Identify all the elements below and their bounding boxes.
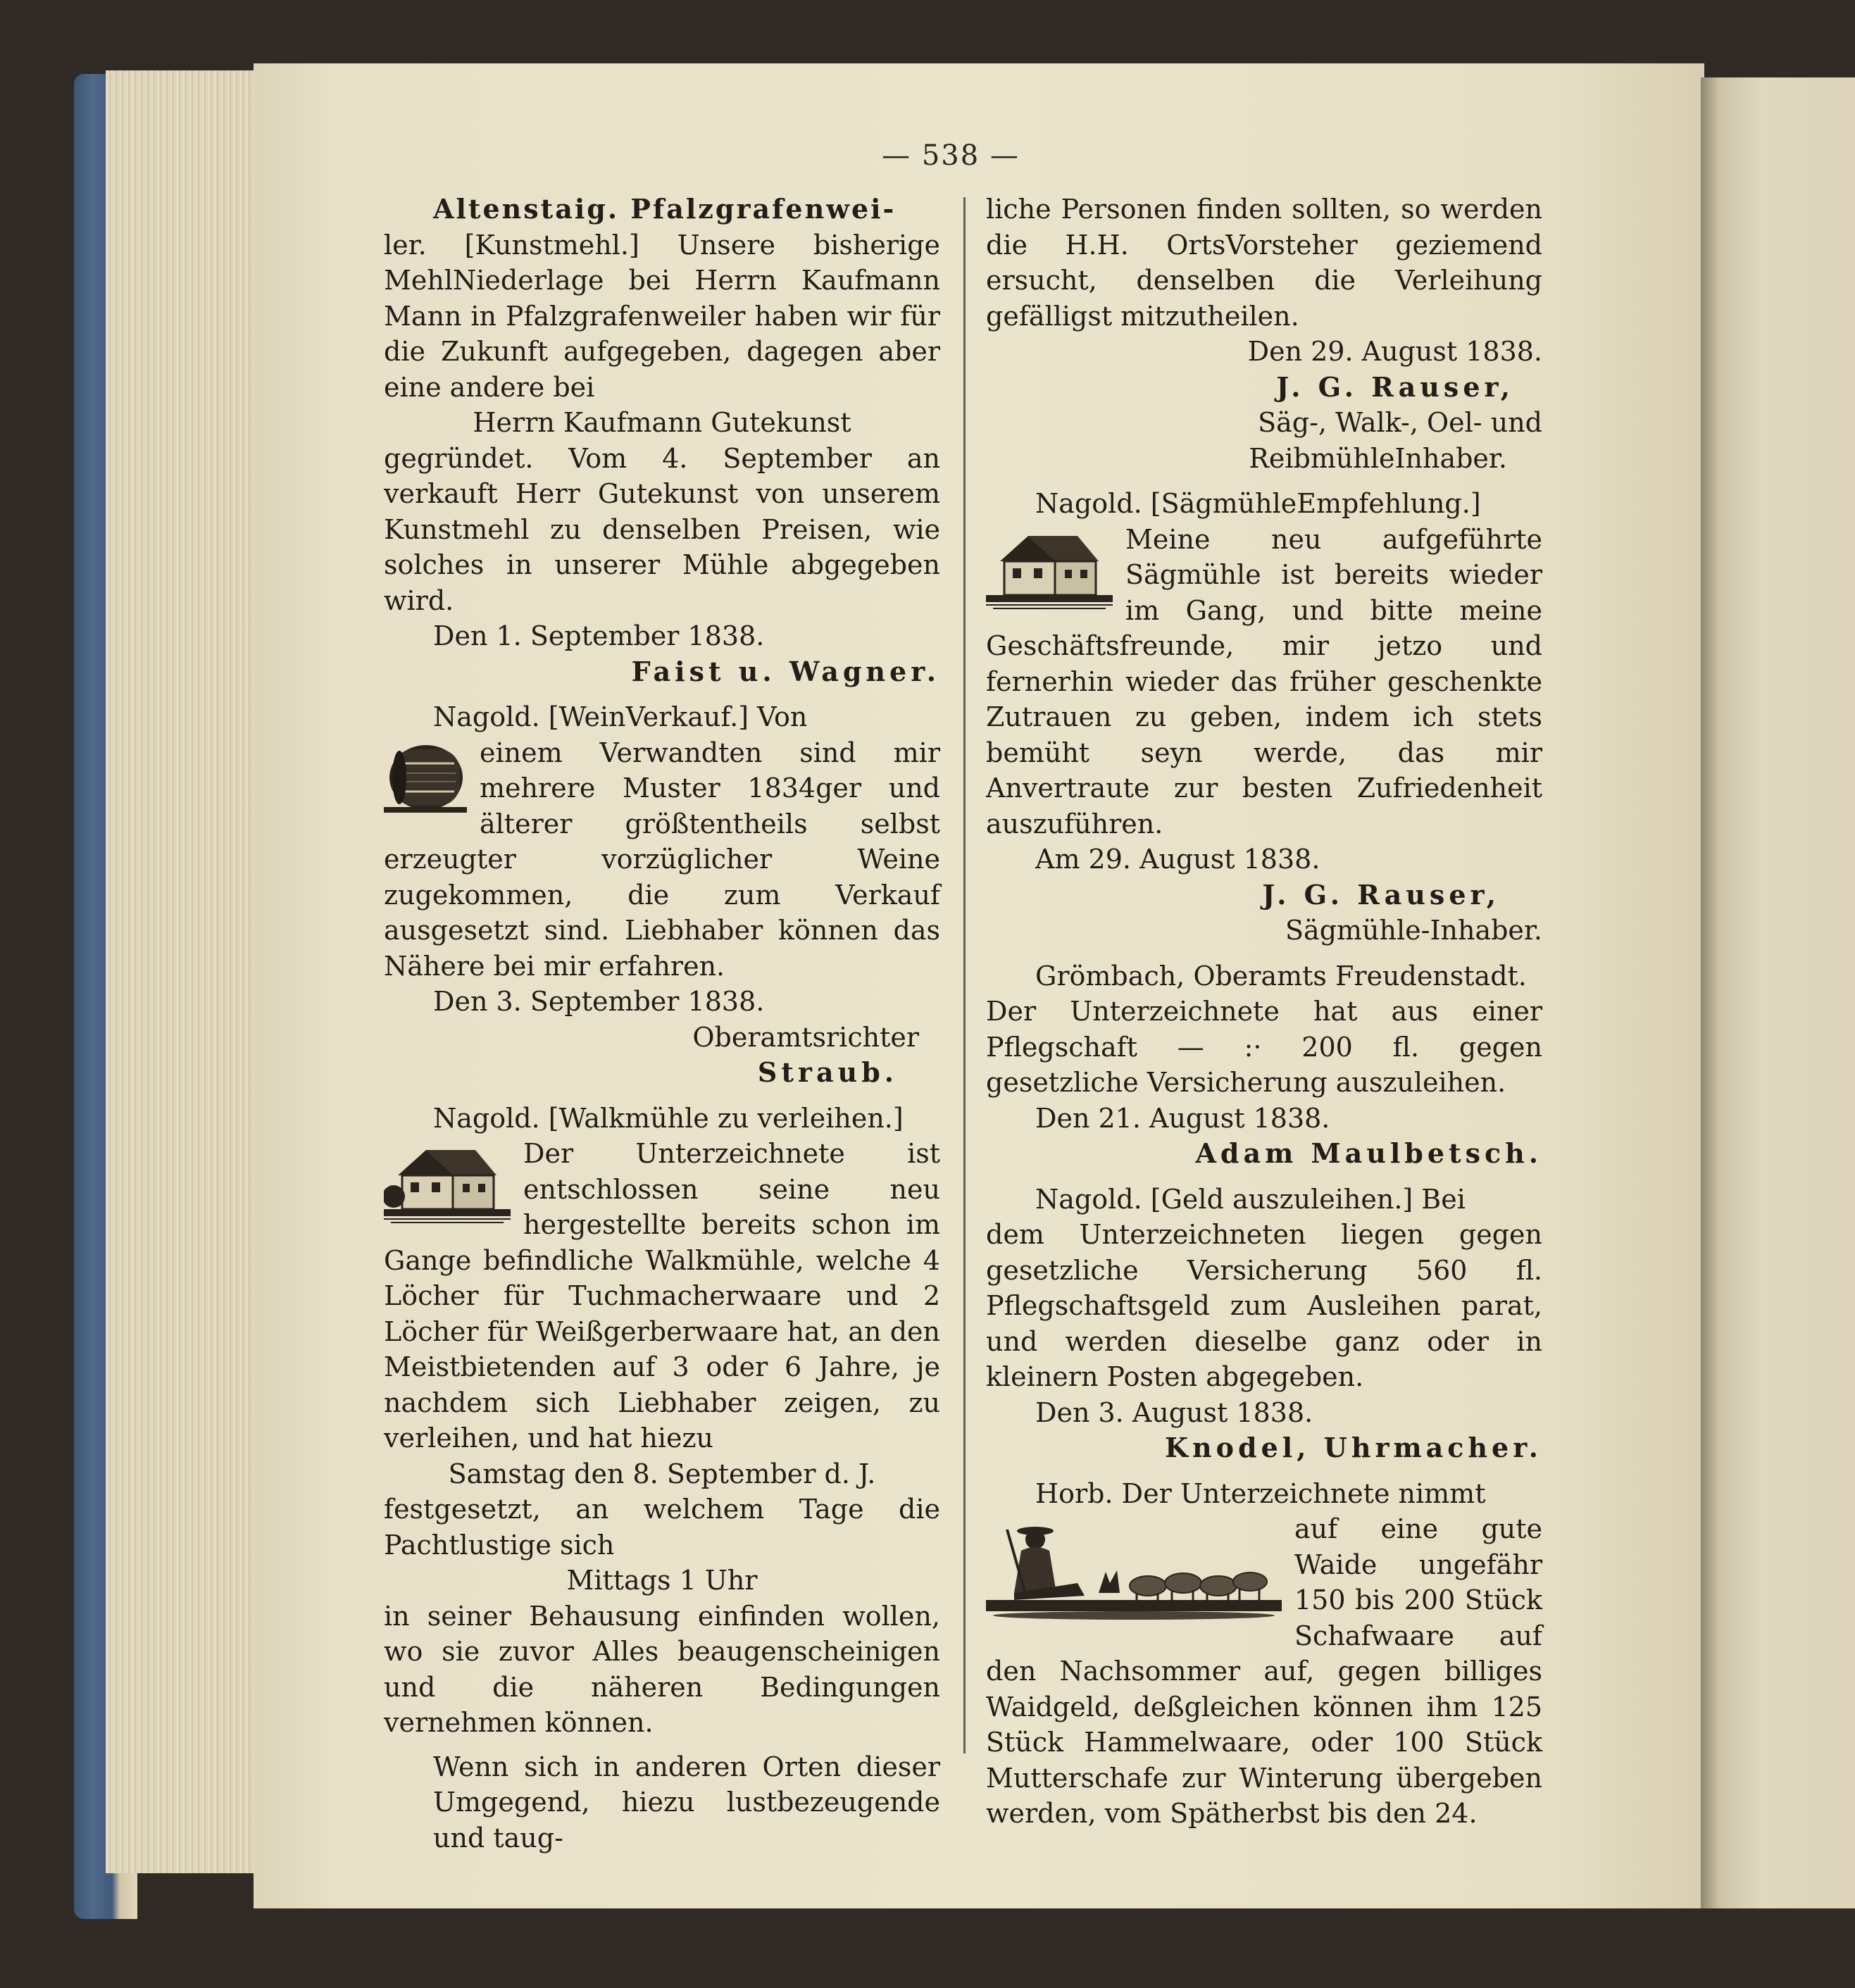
notice-center-line: Herrn Kaufmann Gutekunst xyxy=(473,407,851,438)
notice-heading: Nagold. [SägmühleEmpfehlung.] xyxy=(1035,488,1481,519)
notice-body: gegründet. Vom 4. September an verkauft Herr Gutekunst von unserem Kunstmehl zu denselben Preisen, wie solches in unserer Mühle abgegeben wird. xyxy=(384,442,940,616)
notice-body: einem Verwandten sind mir mehrere Muster 1834ger und älterer größtentheils selbst erzeugter vorzüglicher Weine zugekommen, die zum Verkauf ausgesetzt sind. Liebhaber können das Nähere bei mir erfahren. xyxy=(384,737,940,982)
notice-signature-line: Säg-, Walk-, Oel- und xyxy=(1258,407,1542,438)
column-divider xyxy=(963,197,966,1753)
notice-date: Am 29. August 1838. xyxy=(1035,844,1320,875)
notice-altenstaig xyxy=(384,192,940,689)
right-column xyxy=(986,192,1542,1842)
page-stack-edge xyxy=(106,70,268,1873)
notice-body: Wenn sich in anderen Orten dieser Umgegend, hiezu lustbezeugende und taug- xyxy=(433,1751,940,1853)
notice-body: Meine neu aufgeführte Sägmühle ist bereits wieder im Gang, und bitte meine Geschäftsfreunde, mir jetzo und fernerhin wieder das früher geschenkte Zutrauen zu geben, indem ich stets bemüht seyn werde, das mir Anvertraute zur besten Zufriedenheit auszuführen. xyxy=(986,523,1542,839)
notice-signature: Knodel, Uhrmacher. xyxy=(1165,1432,1542,1463)
notice-saegmuehle xyxy=(986,486,1542,949)
notice-body: auf eine gute Waide ungefähr 150 bis 200 Stück Schafwaare auf den Nachsommer auf, gegen billiges Waidgeld, deßgleichen können ihm 125 Stück Hammelwaare, oder 100 Stück Mutterschafe zur Winterung übergeben werden, vom Spätherbst bis den 24. xyxy=(986,1513,1542,1829)
left-column xyxy=(384,192,940,1865)
notice-body: ler. [Kunstmehl.] Unsere bisherige MehlNiederlage bei Herrn Kaufmann Mann in Pfalzgrafenweiler haben wir für die Zukunft aufgegeben, dagegen aber eine andere bei xyxy=(384,229,940,403)
notice-date: Den 29. August 1838. xyxy=(1247,336,1542,367)
notice-groembach xyxy=(986,958,1542,1172)
notice-signature: Adam Maulbetsch. xyxy=(1195,1137,1542,1169)
notice-signature: Faist u. Wagner. xyxy=(631,655,940,687)
page-number: — 538 — xyxy=(882,139,1020,172)
wine-barrel-icon xyxy=(384,739,467,815)
notice-body: in seiner Behausung einfinden wollen, wo sie zuvor Alles beaugenscheinigen und die näheren Bedingungen vernehmen können. xyxy=(384,1600,940,1738)
facing-page-edge xyxy=(1701,77,1855,1908)
notice-heading: Nagold. [Geld auszuleihen.] Bei xyxy=(1035,1183,1466,1215)
notice-body: liche Personen finden sollten, so werden die H.H. OrtsVorsteher geziemend ersucht, denselben die Verleihung gefälligst mitzutheilen. xyxy=(986,194,1542,332)
notice-signature: J. G. Rauser, xyxy=(1262,878,1500,911)
notice-date: Den 1. September 1838. xyxy=(433,620,765,651)
notice-heading: Altenstaig. Pfalzgrafenwei- xyxy=(433,193,897,225)
notice-center-line: Samstag den 8. September d. J. xyxy=(448,1458,876,1489)
shepherd-with-sheep-icon xyxy=(986,1515,1282,1621)
notice-body: festgesetzt, an welchem Tage die Pachtlustige sich xyxy=(384,1494,940,1561)
notice-heading: Grömbach, Oberamts Freudenstadt. xyxy=(1035,960,1527,992)
notice-signature-title: Oberamtsrichter xyxy=(692,1021,919,1053)
notice-body: Der Unterzeichnete hat aus einer Pflegschaft — :· 200 fl. gegen gesetzliche Versicherung auszuleihen. xyxy=(986,996,1542,1098)
notice-walkmuehle-cont xyxy=(986,192,1542,476)
mill-building-icon xyxy=(384,1140,511,1225)
notice-date: Den 3. August 1838. xyxy=(1035,1396,1313,1428)
notice-signature: J. G. Rauser, xyxy=(1276,370,1514,403)
notice-signature-title: Sägmühle-Inhaber. xyxy=(1285,915,1542,946)
notice-signature: Straub. xyxy=(757,1056,898,1088)
notice-heading: Nagold. [Walkmühle zu verleihen.] xyxy=(433,1102,904,1134)
notice-weinverkauf xyxy=(384,699,940,1091)
sawmill-building-icon xyxy=(986,526,1113,611)
notice-center-line: Mittags 1 Uhr xyxy=(566,1565,758,1596)
notice-heading: Horb. Der Unterzeichnete nimmt xyxy=(1035,1477,1486,1509)
notice-body: dem Unterzeichneten liegen gegen gesetzliche Versicherung 560 fl. Pflegschaftsgeld zum Ausleihen parat, und werden dieselbe ganz oder in kleinern Posten abgegeben. xyxy=(986,1219,1542,1392)
notice-body: Der Unterzeichnete ist entschlossen seine neu hergestellte bereits schon im Gange befindliche Walkmühle, welche 4 Löcher für Tuchmacherwaare und 2 Löcher für Weißgerberwaare hat, an den Meistbietenden auf 3 oder 6 Jahre, je nachdem sich Liebhaber zeigen, zu verleihen, und hat hiezu xyxy=(384,1138,940,1454)
notice-horb xyxy=(986,1476,1542,1832)
notice-geld-ausleihen xyxy=(986,1182,1542,1466)
notice-walkmuehle xyxy=(384,1101,940,1856)
notice-heading: Nagold. [WeinVerkauf.] Von xyxy=(433,701,808,732)
notice-signature-line: ReibmühleInhaber. xyxy=(1249,442,1507,474)
notice-date: Den 3. September 1838. xyxy=(433,986,765,1017)
notice-date: Den 21. August 1838. xyxy=(1035,1102,1330,1134)
